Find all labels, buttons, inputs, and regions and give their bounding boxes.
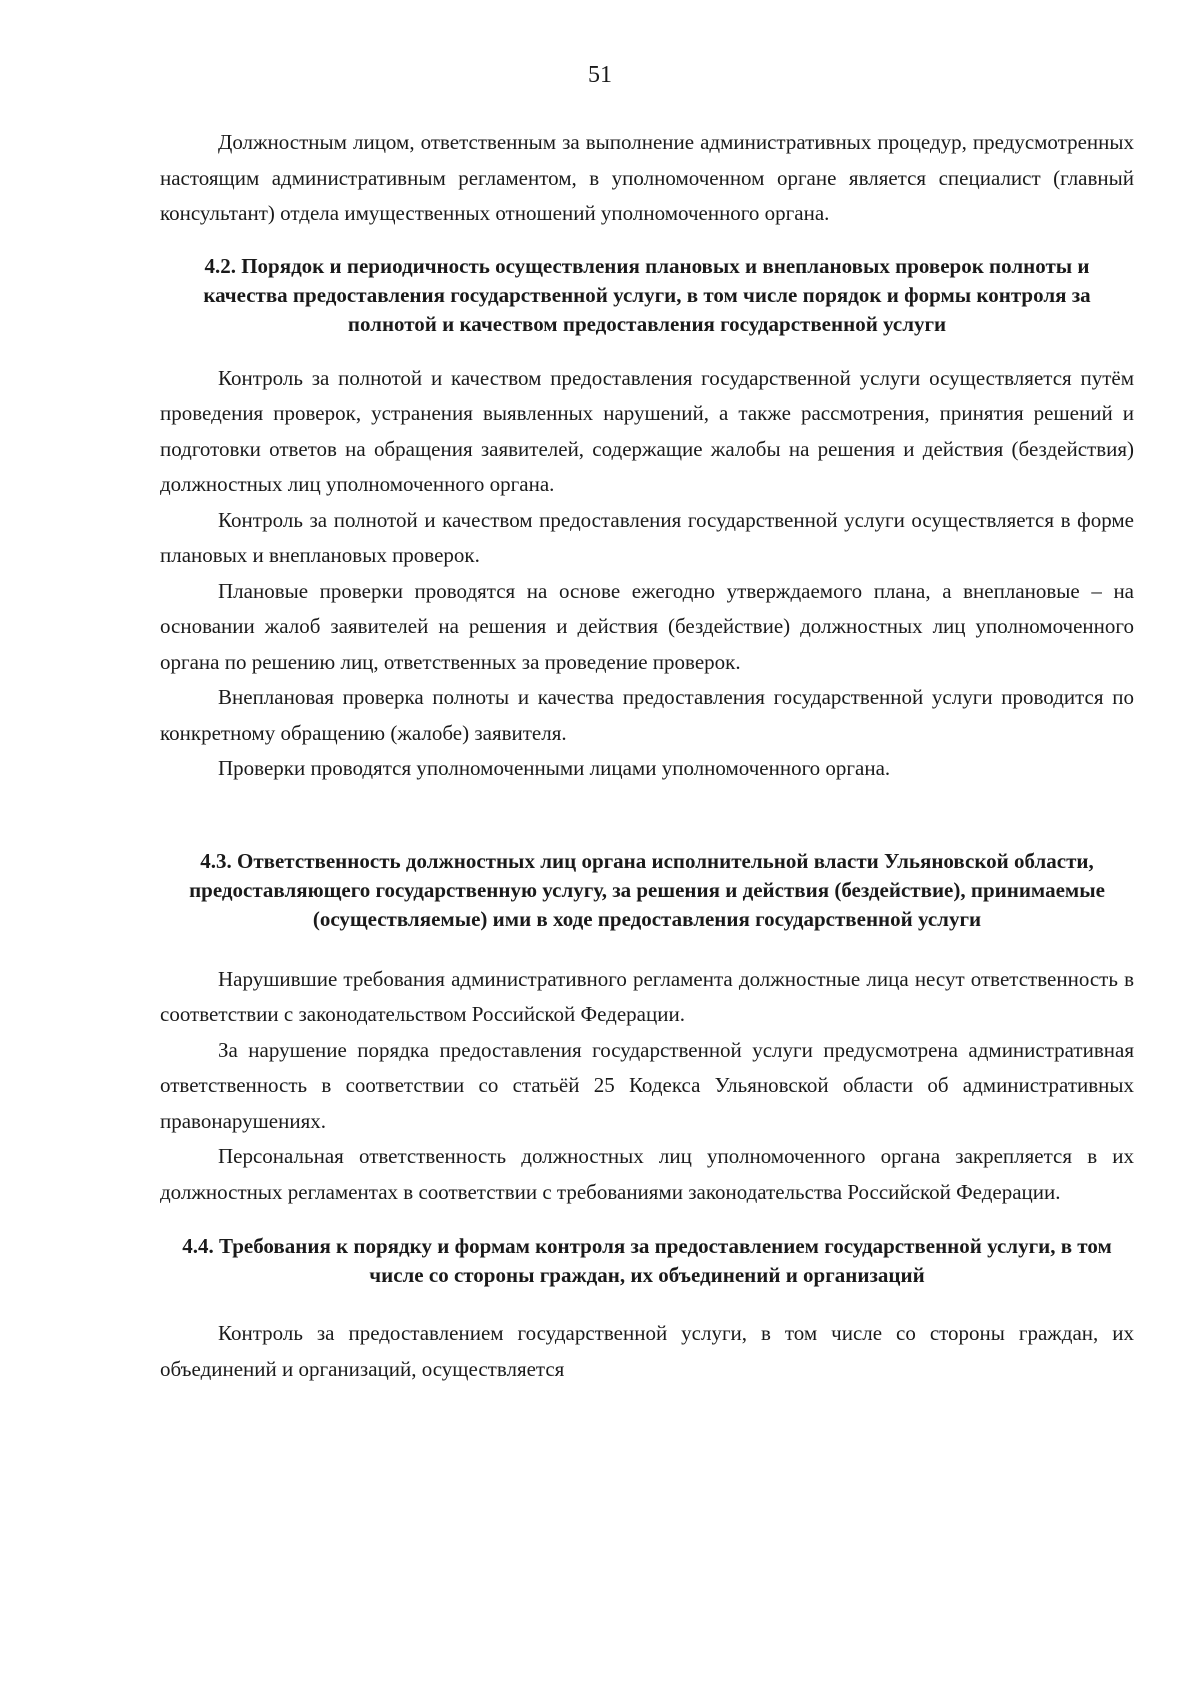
section-4-2-paragraph-3: Плановые проверки проводятся на основе ежегодно утверждаемого плана, а внеплановые – на основании жалоб заявителей на решения и действия (бездействие) должностных лиц уполномоченного органа по решению лиц, ответственных за проведение проверок. — [160, 578, 1134, 674]
intro-paragraph: Должностным лицом, ответственным за выполнение административных процедур, предусмотренных настоящим административным регламентом, в уполномоченном органе является специалист (главный консультант) отдела имущественных отношений уполномоченного органа. — [160, 130, 1134, 225]
section-4-4-heading: 4.4. Требования к порядку и формам контроля за предоставлением государственной услуги, в том числе со стороны граждан, их объединений и организаций — [182, 1234, 1112, 1287]
section-4-2-paragraph-1: Контроль за полнотой и качеством предоставления государственной услуги осуществляется путём проведения проверок, устранения выявленных нарушений, а также рассмотрения, принятия решений и подготовки ответов на обращения заявителей, содержащие жалобы на решения и действия (бездействия) должностных лиц уполномоченного органа. — [160, 365, 1134, 496]
page-number: 51 — [588, 62, 612, 88]
section-4-3-paragraph-2: За нарушение порядка предоставления государственной услуги предусмотрена административная ответственность в соответствии со статьёй 25 Кодекса Ульяновской области об административных правонарушениях. — [160, 1037, 1134, 1133]
section-4-3-paragraph-3: Персональная ответственность должностных лиц уполномоченного органа закрепляется в их должностных регламентах в соответствии с требованиями законодательства Российской Федерации. — [160, 1144, 1134, 1204]
section-4-2-paragraph-4: Внеплановая проверка полноты и качества предоставления государственной услуги проводится по конкретному обращению (жалобе) заявителя. — [160, 685, 1134, 745]
section-4-3-paragraph-1: Нарушившие требования административного регламента должностные лица несут ответственность в соответствии с законодательством Российской Федерации. — [160, 966, 1134, 1026]
section-4-2-heading: 4.2. Порядок и периодичность осуществления плановых и внеплановых проверок полноты и качества предоставления государственной услуги, в том числе порядок и формы контроля за полнотой и качеством предоставления государственной услуги — [203, 253, 1091, 336]
document-body — [160, 125, 1134, 1387]
section-4-2-paragraph-2: Контроль за полнотой и качеством предоставления государственной услуги осуществляется в форме плановых и внеплановых проверок. — [160, 507, 1134, 567]
section-4-4-paragraph-1: Контроль за предоставлением государственной услуги, в том числе со стороны граждан, их объединений и организаций, осуществляется — [160, 1321, 1134, 1381]
section-4-3-heading: 4.3. Ответственность должностных лиц органа исполнительной власти Ульяновской области, предоставляющего государственную услугу, за решения и действия (бездействие), принимаемые (осуществляемые) ими в ходе предоставления государственной услуги — [189, 848, 1105, 931]
section-4-2-paragraph-5: Проверки проводятся уполномоченными лицами уполномоченного органа. — [218, 756, 891, 780]
